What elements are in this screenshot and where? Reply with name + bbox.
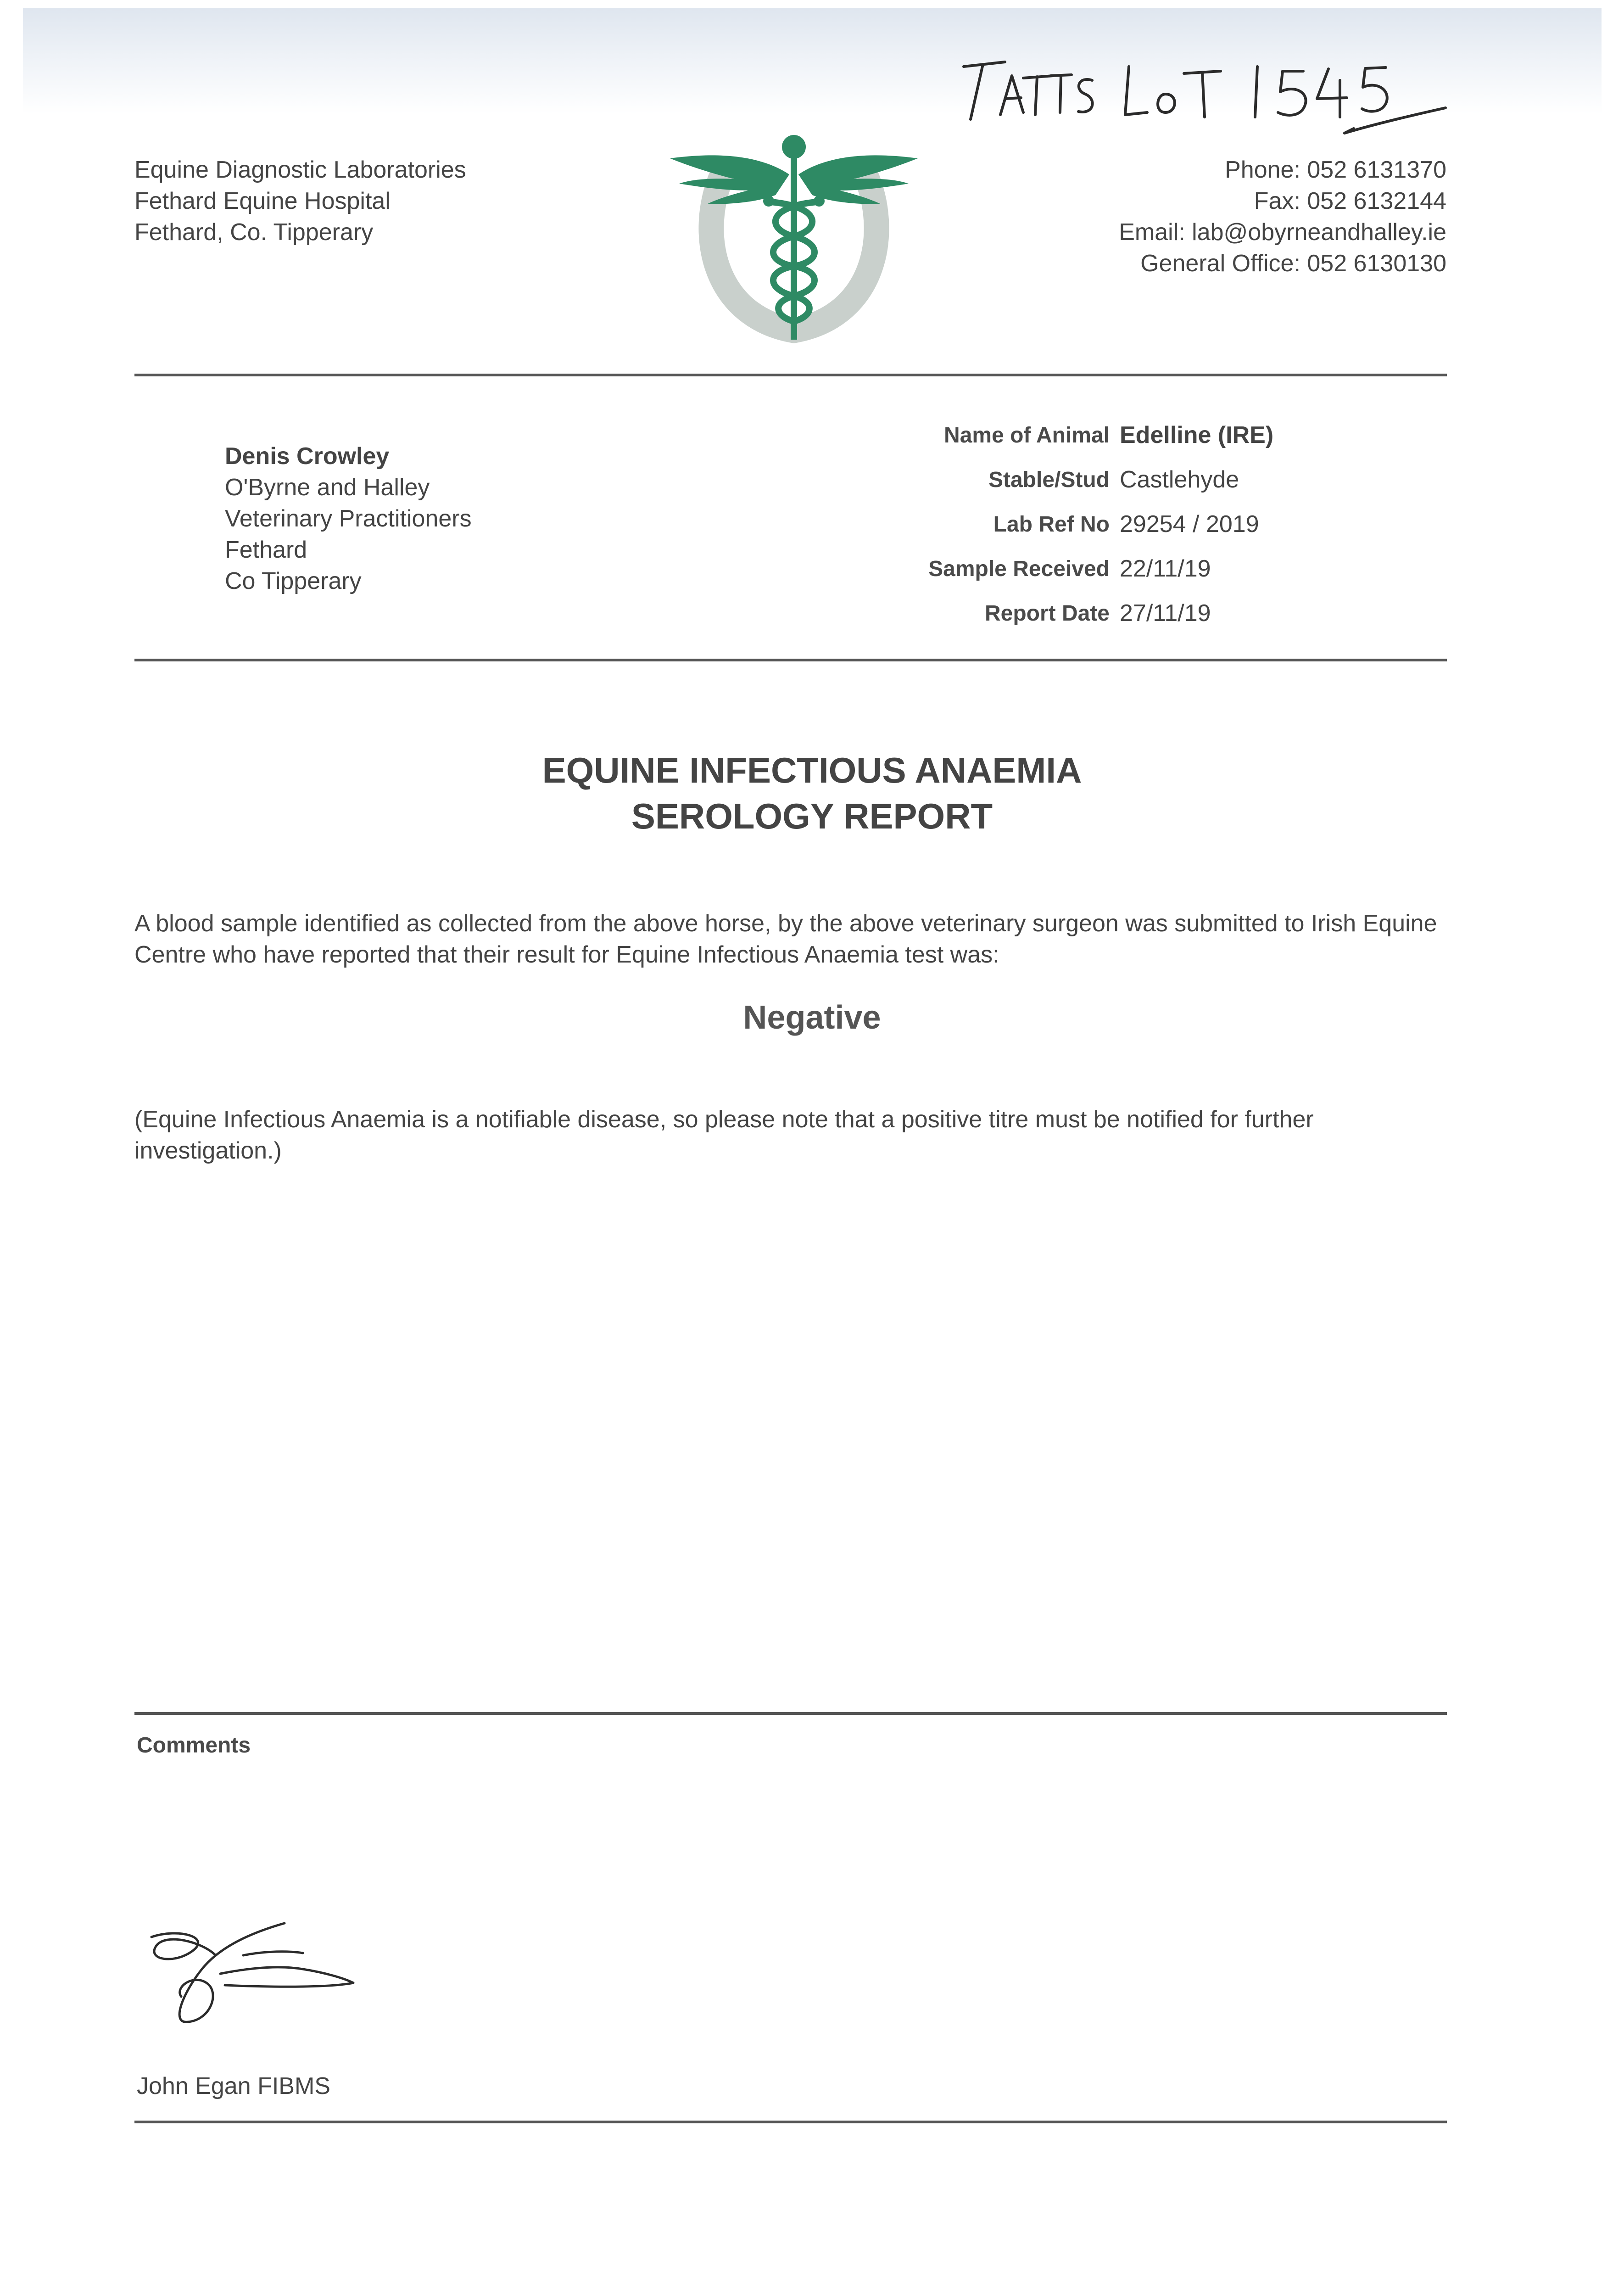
- recipient-name: Denis Crowley: [225, 443, 390, 470]
- lab-hospital: Fethard Equine Hospital: [134, 188, 391, 214]
- sample-received-label: Sample Received: [928, 557, 1110, 581]
- animal-name-row: [895, 413, 1273, 458]
- lab-name: Equine Diagnostic Laboratories: [134, 157, 466, 183]
- handwritten-lot-note: [954, 39, 1450, 145]
- divider-bottom: [134, 2121, 1447, 2123]
- divider-comments: [134, 1712, 1447, 1715]
- caduceus-horseshoe-logo-icon: [665, 124, 922, 344]
- report-title: [0, 747, 1624, 839]
- fax-number: Fax: 052 6132144: [1254, 188, 1446, 214]
- lab-ref-label: Lab Ref No: [993, 512, 1110, 537]
- lab-address: [134, 154, 466, 248]
- lab-ref-row: [895, 502, 1273, 547]
- test-result: Negative: [743, 999, 881, 1036]
- animal-name-value: Edelline (IRE): [1120, 422, 1274, 448]
- sample-received-row: [895, 547, 1273, 591]
- report-title-line-1: EQUINE INFECTIOUS ANAEMIA: [542, 750, 1082, 790]
- animal-details: [895, 413, 1273, 636]
- phone-number: Phone: 052 6131370: [1225, 157, 1446, 183]
- report-date-value: 27/11/19: [1120, 600, 1211, 627]
- email-address: Email: lab@obyrneandhalley.ie: [1119, 219, 1446, 246]
- signatory-name: John Egan FIBMS: [137, 2073, 330, 2099]
- lab-ref-value: 29254 / 2019: [1120, 511, 1259, 537]
- report-date-label: Report Date: [984, 601, 1110, 626]
- stable-label: Stable/Stud: [988, 468, 1110, 492]
- report-date-row: [895, 591, 1273, 636]
- stable-value: Castlehyde: [1120, 466, 1239, 493]
- recipient-practice: O'Byrne and Halley: [225, 474, 430, 501]
- lab-contact-details: [1119, 154, 1446, 279]
- divider-middle: [134, 659, 1447, 661]
- notifiable-disease-note: (Equine Infectious Anaemia is a notifiable disease, so please note that a positive titre must be notified for further investigation.): [134, 1106, 1314, 1164]
- animal-name-label: Name of Animal: [944, 423, 1110, 448]
- recipient-town: Fethard: [225, 537, 307, 563]
- sample-received-value: 22/11/19: [1120, 555, 1211, 582]
- recipient-address: [225, 441, 472, 597]
- lab-location: Fethard, Co. Tipperary: [134, 219, 374, 246]
- stable-row: [895, 458, 1273, 502]
- divider-top: [134, 374, 1447, 376]
- general-office-number: General Office: 052 6130130: [1140, 250, 1446, 277]
- recipient-county: Co Tipperary: [225, 568, 362, 594]
- comments-label: Comments: [137, 1733, 251, 1758]
- report-title-line-2: SEROLOGY REPORT: [631, 796, 993, 836]
- signature-image: [138, 1919, 358, 2038]
- report-paragraph: A blood sample identified as collected from the above horse, by the above veterinary surgeon was submitted to Irish Equine Centre who have reported that their result for Equine Infectious Anaemia test was:: [134, 910, 1437, 968]
- recipient-practice-type: Veterinary Practitioners: [225, 505, 472, 532]
